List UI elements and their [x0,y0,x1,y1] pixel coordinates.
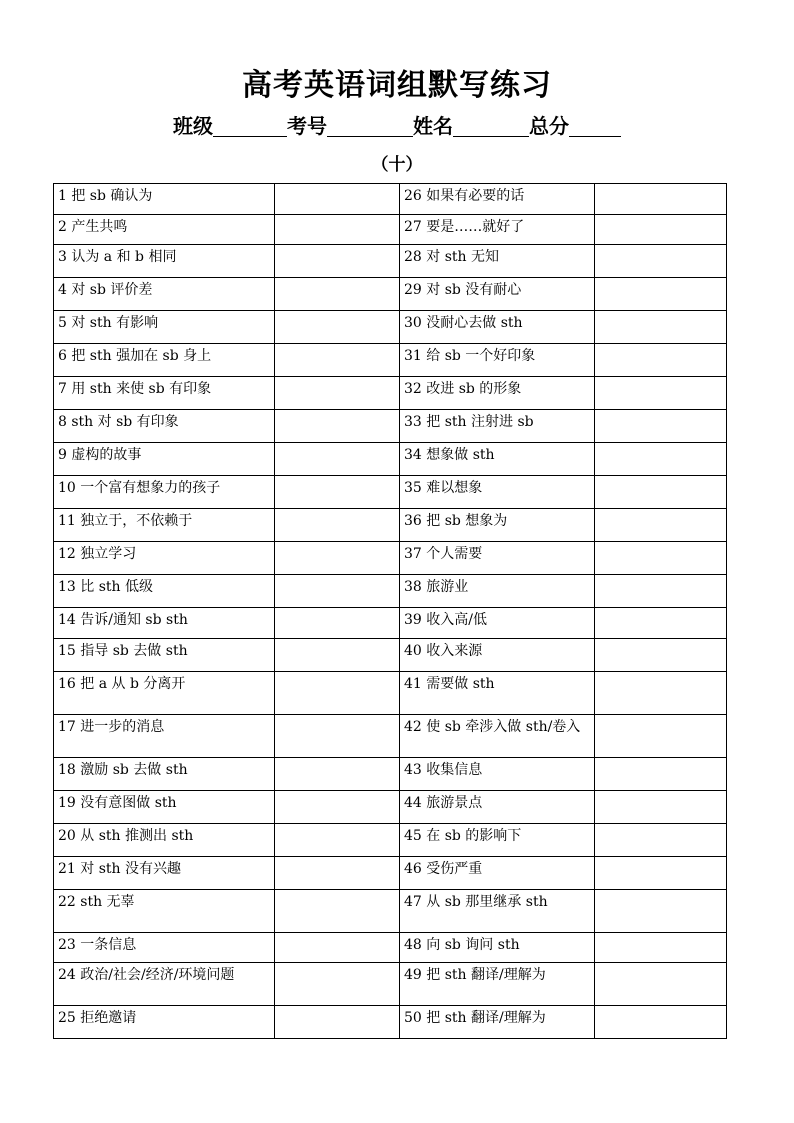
answer-cell[interactable] [595,672,727,715]
prompt-cell: 13 比 sth 低级 [54,575,275,608]
answer-cell[interactable] [275,443,400,476]
prompt-cell: 36 把 sb 想象为 [400,509,595,542]
prompt-cell: 8 sth 对 sb 有印象 [54,410,275,443]
prompt-cell: 9 虚构的故事 [54,443,275,476]
answer-cell[interactable] [595,933,727,963]
prompt-cell: 43 收集信息 [400,758,595,791]
number-label: 考号 [287,114,327,138]
prompt-cell: 44 旅游景点 [400,791,595,824]
table-row [54,608,727,639]
prompt-cell: 6 把 sth 强加在 sb 身上 [54,344,275,377]
answer-cell[interactable] [595,476,727,509]
answer-cell[interactable] [275,715,400,758]
number-blank[interactable] [327,116,413,137]
prompt-cell: 48 向 sb 询问 sth [400,933,595,963]
prompt-cell: 45 在 sb 的影响下 [400,824,595,857]
prompt-cell: 20 从 sth 推测出 sth [54,824,275,857]
table-row [54,791,727,824]
answer-cell[interactable] [275,758,400,791]
prompt-cell: 14 告诉/通知 sb sth [54,608,275,639]
prompt-cell: 32 改进 sb 的形象 [400,377,595,410]
answer-cell[interactable] [595,575,727,608]
answer-cell[interactable] [275,933,400,963]
answer-cell[interactable] [595,245,727,278]
answer-cell[interactable] [595,215,727,245]
prompt-cell: 17 进一步的消息 [54,715,275,758]
table-row [54,215,727,245]
answer-cell[interactable] [595,857,727,890]
prompt-cell: 15 指导 sb 去做 sth [54,639,275,672]
prompt-cell: 2 产生共鸣 [54,215,275,245]
answer-cell[interactable] [275,608,400,639]
table-row [54,476,727,509]
answer-cell[interactable] [275,890,400,933]
answer-cell[interactable] [595,443,727,476]
answer-cell[interactable] [595,890,727,933]
prompt-cell: 39 收入高/低 [400,608,595,639]
prompt-cell: 11 独立于，不依赖于 [54,509,275,542]
prompt-cell: 46 受伤严重 [400,857,595,890]
answer-cell[interactable] [275,184,400,215]
answer-cell[interactable] [595,184,727,215]
answer-cell[interactable] [275,344,400,377]
table-row [54,245,727,278]
prompt-cell: 38 旅游业 [400,575,595,608]
answer-cell[interactable] [595,715,727,758]
answer-cell[interactable] [275,311,400,344]
prompt-cell: 21 对 sth 没有兴趣 [54,857,275,890]
answer-cell[interactable] [275,509,400,542]
prompt-cell: 1 把 sb 确认为 [54,184,275,215]
table-row [54,963,727,1006]
answer-cell[interactable] [275,542,400,575]
class-label: 班级 [173,114,213,138]
table-row [54,278,727,311]
phrase-table-body [54,184,727,1039]
table-row [54,933,727,963]
answer-cell[interactable] [275,824,400,857]
class-blank[interactable] [213,116,287,137]
answer-cell[interactable] [595,278,727,311]
answer-cell[interactable] [275,278,400,311]
score-label: 总分 [529,114,569,138]
table-row [54,311,727,344]
answer-cell[interactable] [595,410,727,443]
answer-cell[interactable] [275,476,400,509]
answer-cell[interactable] [275,857,400,890]
answer-cell[interactable] [595,344,727,377]
table-row [54,344,727,377]
table-row [54,1006,727,1039]
prompt-cell: 41 需要做 sth [400,672,595,715]
table-row [54,672,727,715]
prompt-cell: 19 没有意图做 sth [54,791,275,824]
table-row [54,410,727,443]
prompt-cell: 22 sth 无辜 [54,890,275,933]
prompt-cell: 50 把 sth 翻译/理解为 [400,1006,595,1039]
answer-cell[interactable] [275,215,400,245]
table-row [54,639,727,672]
answer-cell[interactable] [275,377,400,410]
prompt-cell: 33 把 sth 注射进 sb [400,410,595,443]
prompt-cell: 23 一条信息 [54,933,275,963]
answer-cell[interactable] [595,542,727,575]
prompt-cell: 4 对 sb 评价差 [54,278,275,311]
prompt-cell: 16 把 a 从 b 分离开 [54,672,275,715]
prompt-cell: 28 对 sth 无知 [400,245,595,278]
table-row [54,758,727,791]
answer-cell[interactable] [275,963,400,1006]
name-label: 姓名 [413,114,453,138]
table-row [54,575,727,608]
prompt-cell: 18 激励 sb 去做 sth [54,758,275,791]
name-blank[interactable] [453,116,529,137]
answer-cell[interactable] [595,608,727,639]
page-title: 高考英语词组默写练习 [242,68,552,103]
score-blank[interactable] [569,116,621,137]
prompt-cell: 10 一个富有想象力的孩子 [54,476,275,509]
table-row [54,857,727,890]
answer-cell[interactable] [595,1006,727,1039]
answer-cell[interactable] [595,377,727,410]
table-row [54,377,727,410]
prompt-cell: 24 政治/社会/经济/环境问题 [54,963,275,1006]
answer-cell[interactable] [595,791,727,824]
prompt-cell: 42 使 sb 牵涉入做 sth/卷入 [400,715,595,758]
answer-cell[interactable] [275,639,400,672]
prompt-cell: 26 如果有必要的话 [400,184,595,215]
answer-cell[interactable] [275,575,400,608]
answer-cell[interactable] [275,245,400,278]
prompt-cell: 7 用 sth 来使 sb 有印象 [54,377,275,410]
student-info-line [0,110,794,139]
prompt-cell: 40 收入来源 [400,639,595,672]
prompt-cell: 35 难以想象 [400,476,595,509]
prompt-cell: 37 个人需要 [400,542,595,575]
prompt-cell: 5 对 sth 有影响 [54,311,275,344]
table-row [54,443,727,476]
table-row [54,542,727,575]
section-number: （十） [371,155,423,175]
answer-cell[interactable] [595,311,727,344]
table-row [54,715,727,758]
prompt-cell: 30 没耐心去做 sth [400,311,595,344]
table-row [54,509,727,542]
answer-cell[interactable] [595,639,727,672]
answer-cell[interactable] [595,758,727,791]
prompt-cell: 34 想象做 sth [400,443,595,476]
answer-cell[interactable] [595,509,727,542]
prompt-cell: 49 把 sth 翻译/理解为 [400,963,595,1006]
table-row [54,184,727,215]
phrase-table [53,183,727,1039]
answer-cell[interactable] [275,410,400,443]
prompt-cell: 3 认为 a 和 b 相同 [54,245,275,278]
prompt-cell: 29 对 sb 没有耐心 [400,278,595,311]
prompt-cell: 12 独立学习 [54,542,275,575]
answer-cell[interactable] [595,824,727,857]
table-row [54,890,727,933]
prompt-cell: 31 给 sb 一个好印象 [400,344,595,377]
answer-cell[interactable] [595,963,727,1006]
answer-cell[interactable] [275,672,400,715]
prompt-cell: 27 要是……就好了 [400,215,595,245]
answer-cell[interactable] [275,791,400,824]
prompt-cell: 47 从 sb 那里继承 sth [400,890,595,933]
table-row [54,824,727,857]
prompt-cell: 25 拒绝邀请 [54,1006,275,1039]
answer-cell[interactable] [275,1006,400,1039]
